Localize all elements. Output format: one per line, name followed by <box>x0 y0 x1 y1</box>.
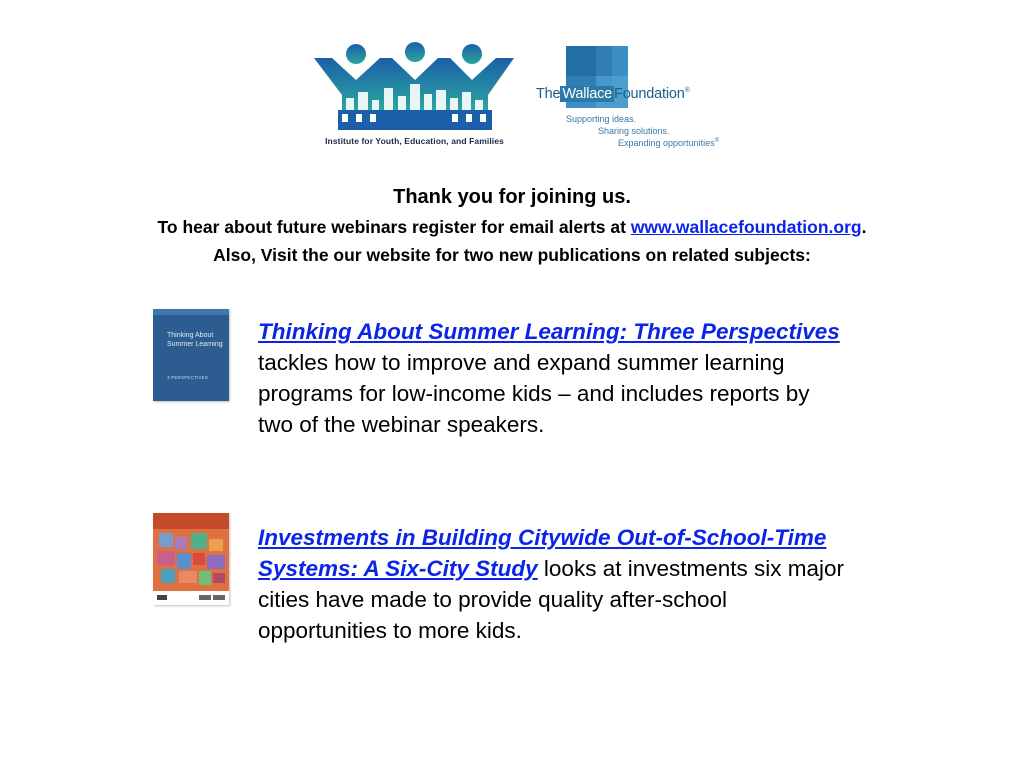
summer-learning-description: tackles how to improve and expand summer learning programs for low-income kids – and includes reports by two of the webinar speakers. <box>258 350 810 437</box>
citywide-systems-description: looks at investments six major cities have made to provide quality after-school opportunities to more kids. <box>258 556 845 643</box>
visit-website-line: Also, Visit the our website for two new publications on related subjects: <box>213 245 811 265</box>
summer-learning-link[interactable]: Thinking About Summer Learning: Three Perspectives <box>258 319 840 344</box>
publication-citywide-systems <box>258 522 848 646</box>
wallace-name-suffix: Foundation <box>614 86 685 102</box>
citywide-systems-cover-image[interactable] <box>153 513 229 605</box>
wallace-tagline-mark: ® <box>714 138 719 144</box>
cover2-mosaic-icon <box>153 513 229 605</box>
wallace-tagline-3-text: Expanding opportunities <box>618 138 715 148</box>
publication-summer-learning <box>258 316 848 440</box>
wallace-wordmark <box>536 86 690 102</box>
wallace-registered-mark: ® <box>684 87 690 95</box>
wallace-name-prefix: The <box>536 86 561 102</box>
iyef-caption: Institute for Youth, Education, and Families <box>325 136 504 146</box>
wallace-logo <box>536 42 736 154</box>
wallace-tagline-3 <box>618 138 719 148</box>
register-line <box>0 217 1024 238</box>
wallace-name-highlight: Wallace <box>562 86 613 102</box>
wallace-website-link[interactable]: www.wallacefoundation.org <box>630 217 862 237</box>
thank-you-heading: Thank you for joining us. <box>393 186 631 208</box>
iyef-logo <box>312 40 517 155</box>
register-text: To hear about future webinars register for email alerts at <box>157 217 631 237</box>
register-period: . <box>861 217 867 237</box>
cover1-title: Thinking About Summer Learning <box>167 332 223 348</box>
wallace-tagline-1: Supporting ideas. <box>566 114 637 124</box>
citywide-systems-link[interactable]: Investments in Building Citywide Out-of-School-Time Systems: A Six-City Study <box>258 525 827 581</box>
wallace-tagline-2: Sharing solutions. <box>598 126 670 136</box>
cover-top-bar <box>153 309 229 315</box>
summer-learning-cover-image[interactable] <box>153 309 229 401</box>
cover1-subtitle: 3 PERSPECTIVES <box>167 375 209 380</box>
